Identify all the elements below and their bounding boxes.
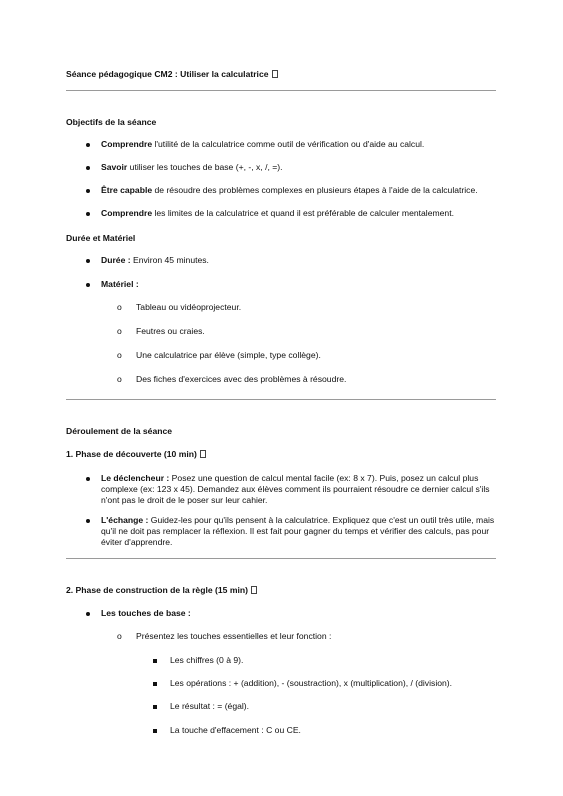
sub-sub-list-item: La touche d'effacement : C ou CE.	[170, 725, 301, 735]
document-title: Séance pédagogique CM2 : Utiliser la calculatrice	[66, 69, 278, 80]
list-item: Le déclencheur : Posez une question de calcul mental facile (ex: 8 x 7). Puis, posez un calcul plus complexe (ex: 123 x 45). Demandez aux élèves comment ils pourraient résoudre ce dernier calcul s'ils n'ont pas le droit de le poser sur leur cahier.	[101, 473, 490, 505]
sub-list-item: Feutres ou craies.	[136, 326, 205, 336]
square-bullet-icon	[153, 705, 157, 709]
sub-sub-list-item: Le résultat : = (égal).	[170, 701, 250, 711]
circle-bullet-icon: o	[117, 631, 122, 641]
list-item: Durée : Environ 45 minutes.	[101, 255, 209, 265]
missing-glyph-icon	[200, 450, 206, 458]
bullet-icon	[86, 189, 90, 193]
bullet-icon	[86, 477, 90, 481]
bullet-icon	[86, 212, 90, 216]
circle-bullet-icon: o	[117, 326, 122, 336]
bullet-icon	[86, 519, 90, 523]
divider	[66, 90, 496, 91]
bullet-icon	[86, 143, 90, 147]
sub-sub-list-item: Les chiffres (0 à 9).	[170, 655, 244, 665]
bullet-icon	[86, 259, 90, 263]
list-item: Être capable de résoudre des problèmes complexes en plusieurs étapes à l'aide de la calculatrice.	[101, 185, 478, 195]
square-bullet-icon	[153, 659, 157, 663]
missing-glyph-icon	[272, 70, 278, 78]
bullet-icon	[86, 166, 90, 170]
circle-bullet-icon: o	[117, 350, 122, 360]
list-item: Matériel :	[101, 279, 139, 289]
list-item: Savoir utiliser les touches de base (+, -, x, /, =).	[101, 162, 283, 172]
list-item: Les touches de base :	[101, 608, 191, 618]
phase-heading: 1. Phase de découverte (10 min)	[66, 449, 206, 460]
list-item: L'échange : Guidez-les pour qu'ils pensent à la calculatrice. Expliquez que c'est un outil très utile, mais qu'il ne doit pas remplacer la réflexion. Il est fait pour gagner du temps et vérifier des calculs, pas pour éviter d'apprendre.	[101, 515, 495, 547]
sub-list-item: Tableau ou vidéoprojecteur.	[136, 302, 242, 312]
list-item: Comprendre l'utilité de la calculatrice comme outil de vérification ou d'aide au calcul.	[101, 139, 425, 149]
section-heading-deroulement: Déroulement de la séance	[66, 426, 173, 436]
section-heading-objectifs: Objectifs de la séance	[66, 117, 157, 127]
divider	[66, 399, 496, 400]
divider	[66, 558, 496, 559]
bullet-icon	[86, 612, 90, 616]
circle-bullet-icon: o	[117, 374, 122, 384]
sub-list-item: Des fiches d'exercices avec des problèmes à résoudre.	[136, 374, 347, 384]
list-item: Comprendre les limites de la calculatrice et quand il est préférable de calculer mentalement.	[101, 208, 454, 218]
section-heading-duree: Durée et Matériel	[66, 233, 136, 243]
square-bullet-icon	[153, 729, 157, 733]
sub-list-item: Une calculatrice par élève (simple, type collège).	[136, 350, 321, 360]
missing-glyph-icon	[251, 586, 257, 594]
phase-heading: 2. Phase de construction de la règle (15 min)	[66, 585, 257, 596]
circle-bullet-icon: o	[117, 302, 122, 312]
sub-list-item: Présentez les touches essentielles et leur fonction :	[136, 631, 332, 641]
sub-sub-list-item: Les opérations : + (addition), - (soustraction), x (multiplication), / (division).	[170, 678, 453, 688]
bullet-icon	[86, 283, 90, 287]
square-bullet-icon	[153, 682, 157, 686]
